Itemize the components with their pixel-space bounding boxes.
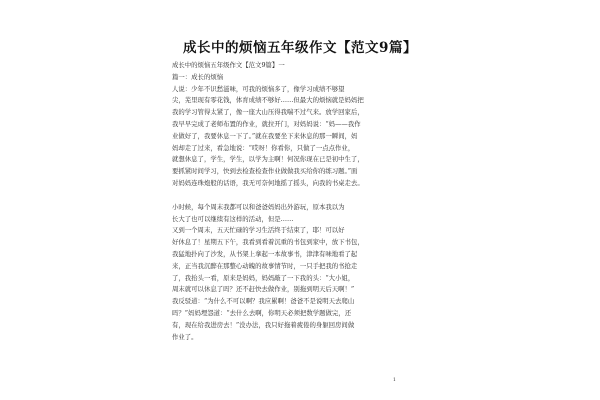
text-line: 我早早完成了老师布置的作业，就拉开门，对妈妈说：“妈——我作 <box>172 119 361 128</box>
document-body <box>172 60 440 343</box>
text-line: 小时候，每个周末我都可以和爸爸妈妈出外游玩，原本我以为 <box>172 202 345 211</box>
text-line: 周末就可以休息了吗？还不赶快去做作业，别拖到明天后天啊！” <box>172 285 355 294</box>
subtitle: 成长中的烦恼五年级作文【范文9篇】一 <box>172 61 285 69</box>
text-line: 吗？”妈妈埋怨道：“去什么去啊，你明天必须把数学题做完，还 <box>172 308 352 317</box>
text-line: 就想休息了，学生，学生，以学为主啊！何况你现在已是初中生了， <box>172 155 364 164</box>
text-line: 人说：少年不识愁滋味，可我的烦恼多了，像学习成绩不够望 <box>172 84 345 93</box>
text-line: 好休息了！星期五下午，我看到看着沉重的书包到家中，放下书包， <box>172 238 364 247</box>
text-line: 对妈妈连珠炮般的话语，我无可奈何地摇了摇头，向我的书桌走去。 <box>172 178 364 187</box>
text-line: 我猛地扑向了沙发，从书架上拿起一本故事书，津津有味地看了起 <box>172 249 358 258</box>
text-line: 我反驳道：“为什么不可以啊？我应累啊！爸爸不是说明天去爬山 <box>172 297 355 306</box>
text-line: 了，我抬头一看，原来是妈妈，妈妈敲了一下我的头：“大小姐， <box>172 273 355 282</box>
text-line: 要抓紧时间学习，快到去检查检查作业做做我买给你的练习题。”面 <box>172 167 358 176</box>
text-line: 又到一个周末，五天忙碌的学习生活终于结束了，耶！可以好 <box>172 226 345 235</box>
section-heading: 篇一：成长的烦恼 <box>172 72 224 81</box>
text-line: 我的学习管得太紧了，像一座大山压得我喘不过气来。放学回家后， <box>172 108 364 117</box>
paragraph-2 <box>172 202 440 226</box>
paragraph-3 <box>172 225 440 343</box>
text-line: 作业了。 <box>172 332 198 341</box>
text-line: 尖，芜里现有零花钱，体育成绩不够好……但最大的烦恼就是妈妈把 <box>172 96 364 105</box>
text-line: 妈却走了过来，看急地说：“哎呀！你看你，只做了一点点作业， <box>172 143 355 152</box>
paragraph-gap <box>172 190 440 202</box>
document-title: 成长中的烦恼五年级作文【范文9篇】 <box>183 40 417 56</box>
text-line: 长大了也可以继续有这样的活动，但是…… <box>172 214 294 223</box>
paragraph-1 <box>172 84 440 190</box>
page-number: 1 <box>393 378 396 383</box>
text-line: 业做好了，我要休息一下了。”就在我要坐下来休息的那一瞬间，妈 <box>172 131 358 140</box>
text-line: 有，现在给我进房去！”没办法，我只好拖着疲倦的身躯回房间做 <box>172 320 355 329</box>
text-line: 来，正当我沉醉在那整心动魄的故事情节时，一只手把我的书抢走 <box>172 261 358 270</box>
